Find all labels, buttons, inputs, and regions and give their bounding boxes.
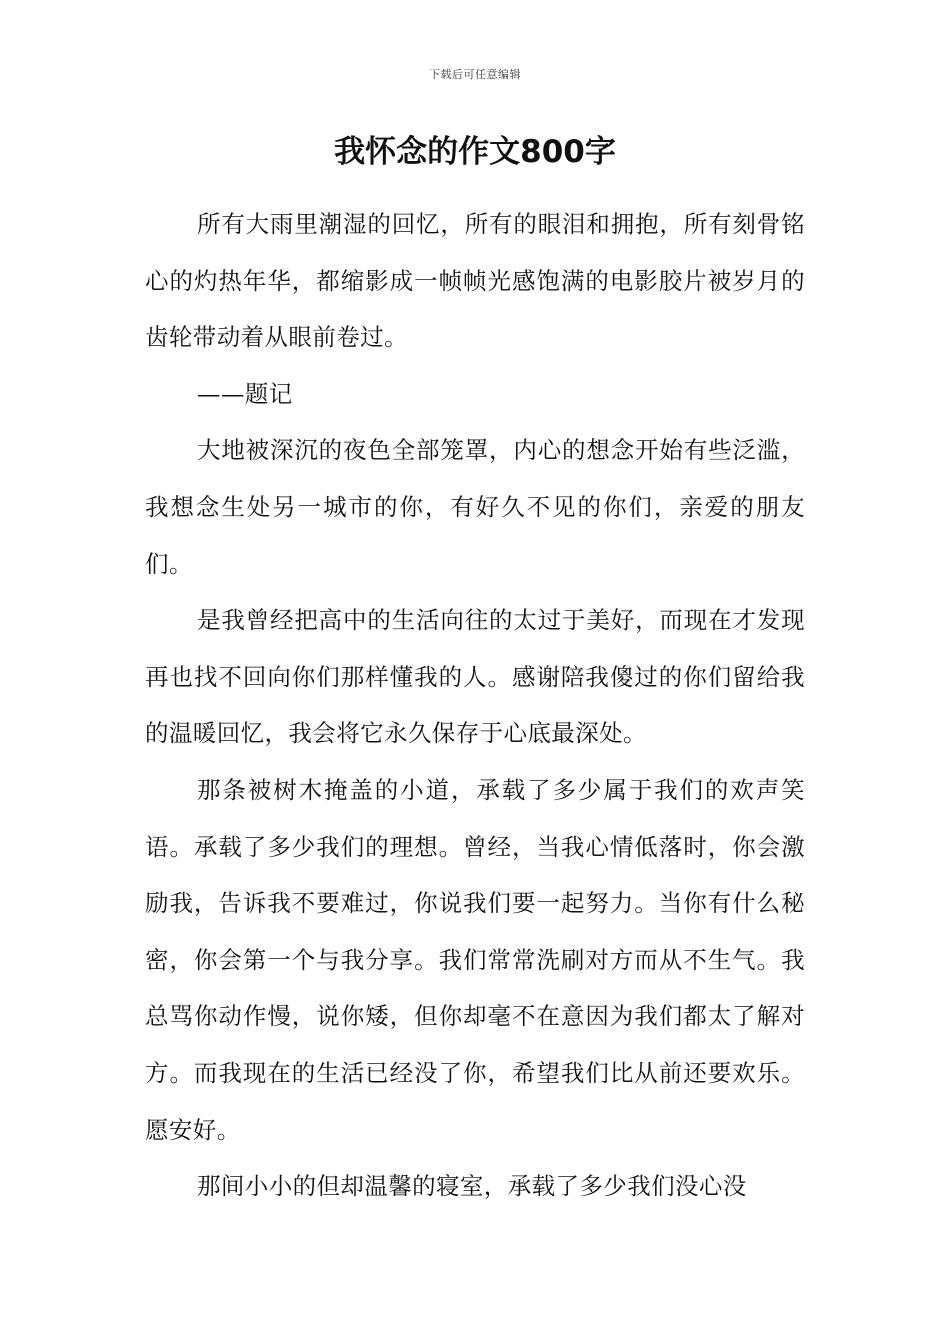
paragraph-1: 所有大雨里潮湿的回忆，所有的眼泪和拥抱，所有刻骨铭心的灼热年华，都缩影成一帧帧光感饱满的电影胶片被岁月的齿轮带动着从眼前卷过。 <box>145 210 805 352</box>
paragraph-3: 是我曾经把高中的生活向往的太过于美好，而现在才发现再也找不回向你们那样懂我的人。感谢陪我傻过的你们留给我的温暖回忆，我会将它永久保存于心底最深处。 <box>145 606 805 748</box>
paragraph-5: 那间小小的但却温馨的寝室，承载了多少我们没心没 <box>197 1172 747 1201</box>
header-note: 下载后可任意编辑 <box>429 68 521 81</box>
page-title: 我怀念的作文800字 <box>334 134 616 170</box>
paragraph-4: 那条被树木掩盖的小道，承载了多少属于我们的欢声笑语。承载了多少我们的理想。曾经，当我心情低落时，你会激励我，告诉我不要难过，你说我们要一起努力。当你有什么秘密，你会第一个与我分享。我们常常洗刷对方而从不生气。我总骂你动作慢，说你矮，但你却毫不在意因为我们都太了解对方。而我现在的生活已经没了你，希望我们比从前还要欢乐。愿安好。 <box>145 775 805 1144</box>
document-body <box>145 196 805 1215</box>
paragraph-epigraph-source: ——题记 <box>197 379 293 408</box>
paragraph-2: 大地被深沉的夜色全部笼罩，内心的想念开始有些泛滥，我想念生处另一城市的你，有好久不见的你们，亲爱的朋友们。 <box>145 436 805 578</box>
